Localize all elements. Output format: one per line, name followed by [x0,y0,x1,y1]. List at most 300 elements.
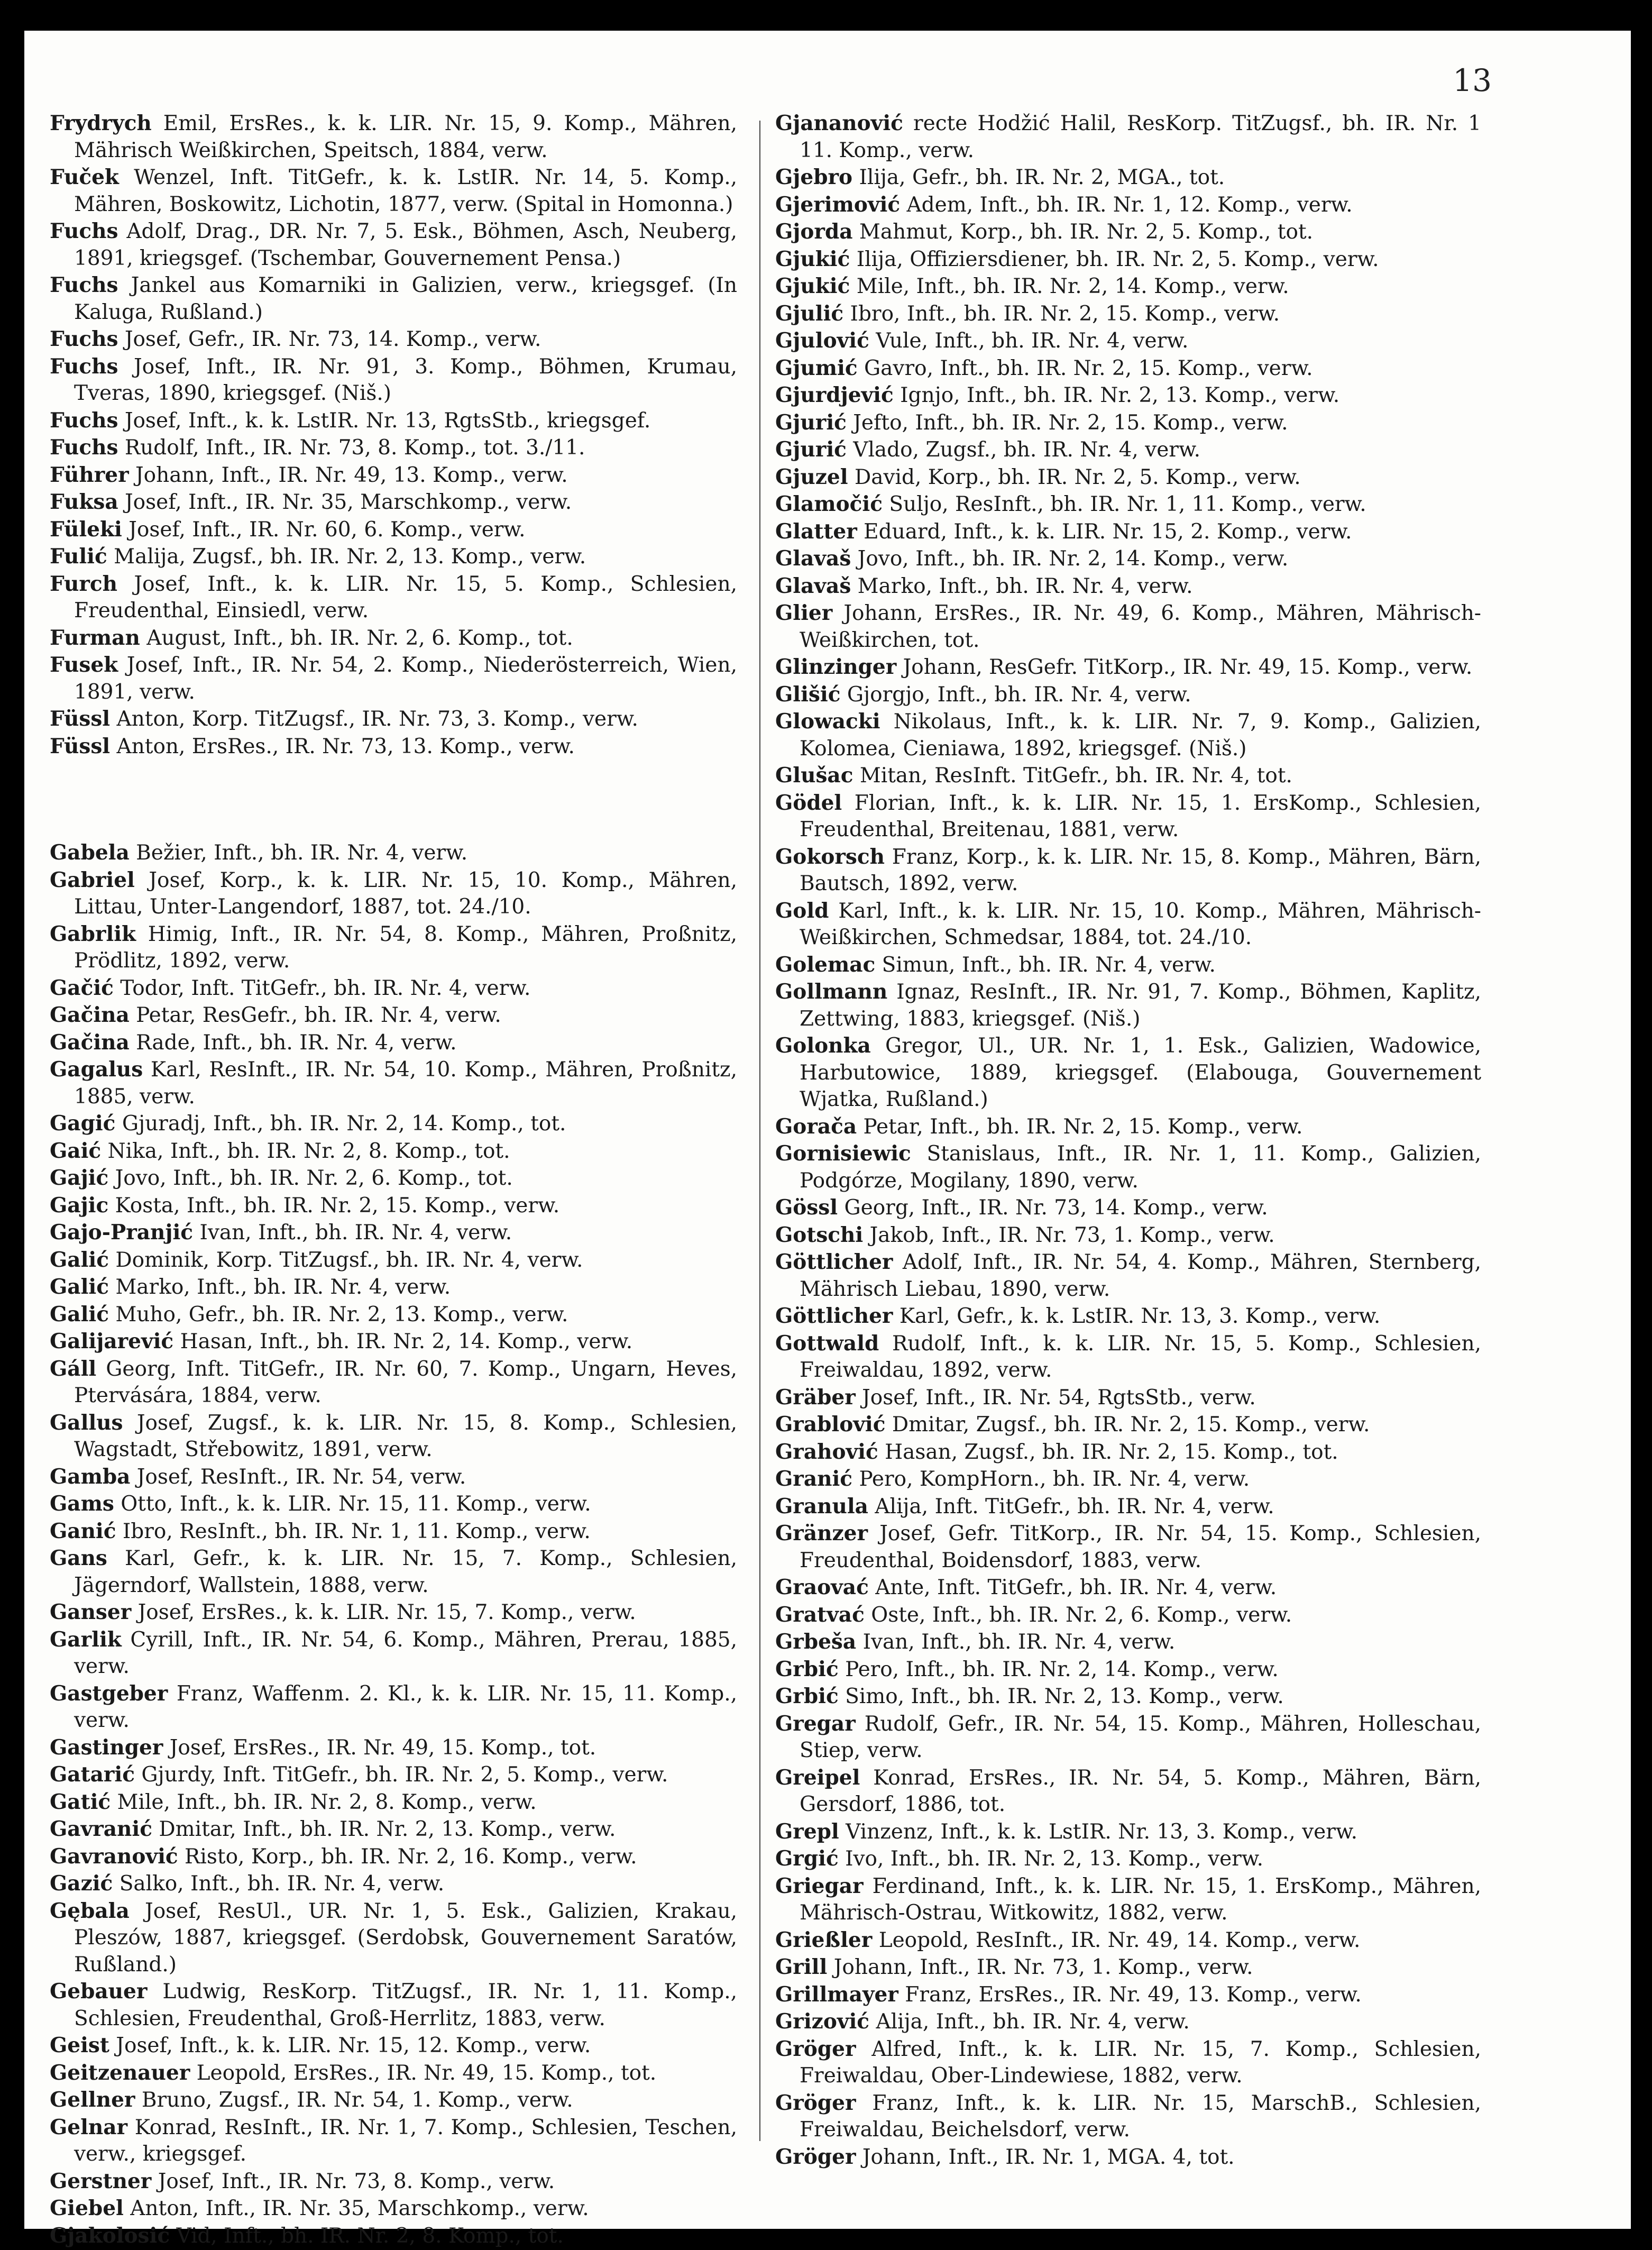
list-entry [50,1165,737,1192]
entry-details: Franz, ErsRes., IR. Nr. 49, 13. Komp., verw. [898,1982,1362,2007]
entry-details: Gjorgjo, Inft., bh. IR. Nr. 4, verw. [840,682,1191,707]
entry-surname: Gröger [775,2036,856,2061]
list-entry [50,625,737,652]
entry-details: Gjurdy, Inft. TitGefr., bh. IR. Nr. 2, 5. Komp., verw. [134,1763,668,1787]
entry-details: Bruno, Zugsf., IR. Nr. 54, 1. Komp., verw. [135,2088,573,2112]
entry-surname: Graovać [775,1575,869,1599]
entry-surname: Gornisiewic [775,1141,911,1166]
entry-details: Jakob, Inft., IR. Nr. 73, 1. Komp., verw. [863,1223,1275,1247]
list-entry [775,1954,1481,1981]
list-entry [775,1411,1481,1439]
entry-details: Vinzenz, Inft., k. k. LstIR. Nr. 13, 3. Komp., verw. [839,1819,1358,1844]
list-entry [775,654,1481,681]
list-entry [775,1818,1481,1846]
entry-surname: Gjurić [775,437,847,462]
list-entry [50,2222,737,2250]
list-entry [775,382,1481,409]
entry-surname: Furch [50,571,118,596]
entry-details: Alfred, Inft., k. k. LIR. Nr. 15, 7. Komp., Schlesien, Freiwaldau, Ober-Lindewiese, 1882, verw. [800,2037,1481,2088]
entry-surname: Galić [50,1302,109,1327]
list-entry [50,1898,737,1979]
list-entry [775,1520,1481,1574]
entry-surname: Greipel [775,1765,860,1790]
list-entry [50,2114,737,2168]
entry-surname: Garlik [50,1627,122,1652]
entry-surname: Gjulović [775,328,869,353]
entry-details: Josef, ResInft., IR. Nr. 54, verw. [130,1465,466,1489]
entry-details: Ibro, ResInft., bh. IR. Nr. 1, 11. Komp., verw. [116,1519,591,1543]
list-entry [775,1711,1481,1764]
entry-surname: Fusek [50,653,118,677]
list-entry [50,164,737,218]
list-entry [50,1680,737,1734]
entry-surname: Grießler [775,1927,873,1952]
entry-surname: Gotschi [775,1222,864,1247]
list-entry [50,1029,737,1057]
entry-surname: Gössl [775,1195,838,1220]
entry-details: Josef, ErsRes., k. k. LIR. Nr. 15, 7. Komp., verw. [131,1600,636,1624]
entry-surname: Glowacki [775,709,880,734]
list-entry [50,1870,737,1898]
list-entry [775,1602,1481,1629]
entry-surname: Glušac [775,763,853,788]
entry-surname: Granić [775,1467,853,1491]
entry-surname: Gregar [775,1711,856,1736]
list-entry [775,1330,1481,1384]
entry-details: Salko, Inft., bh. IR. Nr. 4, verw. [113,1872,445,1896]
right-column [775,110,1481,2171]
list-entry [50,2168,737,2196]
list-entry [775,844,1481,898]
entry-details: Florian, Inft., k. k. LIR. Nr. 15, 1. ErsKomp., Schlesien, Freudenthal, Breitenau, 1881, verw. [800,791,1481,842]
list-entry [50,1056,737,1110]
list-entry [50,1410,737,1464]
list-entry [775,273,1481,300]
entry-details: Jefto, Inft., bh. IR. Nr. 2, 15. Komp., verw. [846,410,1288,435]
entry-details: Josef, Inft., IR. Nr. 73, 8. Komp., verw. [151,2169,555,2193]
list-entry [50,1219,737,1247]
entry-details: Jovo, Inft., bh. IR. Nr. 2, 6. Komp., tot. [108,1166,513,1190]
entry-details: Jankel aus Komarniki in Galizien, verw., kriegsgef. (In Kaluga, Rußland.) [74,273,737,324]
entry-details: Alija, Inft. TitGefr., bh. IR. Nr. 4, verw. [868,1494,1274,1519]
entry-details: Hasan, Zugsf., bh. IR. Nr. 2, 15. Komp., tot. [878,1440,1338,1464]
list-entry [50,2060,737,2087]
list-entry [775,218,1481,246]
entry-details: Josef, ErsRes., IR. Nr. 49, 15. Komp., tot. [163,1735,596,1760]
entry-details: Franz, Korp., k. k. LIR. Nr. 15, 8. Komp., Mähren, Bärn, Bautsch, 1892, verw. [800,845,1481,895]
entry-details: Ignaz, ResInft., IR. Nr. 91, 7. Komp., Böhmen, Kaplitz, Zettwing, 1883, kriegsgef. (Niš.) [800,980,1481,1031]
entry-surname: Gellner [50,2088,135,2112]
list-entry [50,1192,737,1220]
entry-surname: Gajić [50,1166,109,1190]
list-entry [775,491,1481,518]
entry-details: Josef, Inft., IR. Nr. 54, RgtsStb., verw. [855,1385,1256,1410]
entry-surname: Gallus [50,1410,123,1435]
list-entry [775,545,1481,573]
entry-details: Ivan, Inft., bh. IR. Nr. 4, verw. [856,1630,1176,1654]
entry-details: Josef, ResUl., UR. Nr. 1, 5. Esk., Galizien, Krakau, Pleszów, 1887, kriegsgef. (Serdobsk, Gouvernement Saratów, Rußland.) [74,1899,737,1977]
list-entry [775,1764,1481,1818]
entry-surname: Gottwald [775,1331,879,1356]
list-entry [50,516,737,544]
entry-details: Simo, Inft., bh. IR. Nr. 2, 13. Komp., verw. [838,1685,1284,1708]
entry-surname: Grbić [775,1657,839,1681]
entry-details: Otto, Inft., k. k. LIR. Nr. 15, 11. Komp., verw. [114,1492,591,1516]
list-entry [775,2008,1481,2036]
list-entry [775,1927,1481,1954]
entry-details: Josef, Inft., k. k. LIR. Nr. 15, 12. Komp., verw. [109,2034,591,2057]
list-entry [50,407,737,435]
list-entry [775,762,1481,790]
list-entry [775,246,1481,273]
entry-details: Karl, Gefr., k. k. LstIR. Nr. 13, 3. Komp., verw. [893,1304,1381,1328]
entry-details: Ilija, Gefr., bh. IR. Nr. 2, MGA., tot. [852,166,1225,189]
entry-details: Johann, ErsRes., IR. Nr. 49, 6. Komp., Mähren, Mährisch-Weißkirchen, tot. [800,601,1481,652]
list-entry [50,1734,737,1762]
entry-surname: Gačina [50,1003,130,1027]
list-entry [50,1110,737,1138]
entry-surname: Füssl [50,707,111,731]
entry-details: Muho, Gefr., bh. IR. Nr. 2, 13. Komp., verw. [108,1302,568,1327]
entry-details: Ivan, Inft., bh. IR. Nr. 4, verw. [193,1221,512,1245]
list-entry [50,1843,737,1871]
entry-surname: Gjorda [775,219,853,244]
entry-surname: Füleki [50,517,122,542]
list-entry [50,867,737,921]
list-entry [775,1873,1481,1927]
entry-details: Josef, Zugsf., k. k. LIR. Nr. 15, 8. Komp., Schlesien, Wagstadt, Střebowitz, 1891, verw. [74,1411,737,1461]
list-entry [50,706,737,733]
list-entry [50,110,737,164]
entry-surname: Granula [775,1494,868,1519]
entry-surname: Gollmann [775,980,888,1004]
list-entry [50,1816,737,1843]
entry-details: Ignjo, Inft., bh. IR. Nr. 2, 13. Komp., verw. [893,383,1340,407]
entry-details: Pero, KompHorn., bh. IR. Nr. 4, verw. [852,1467,1250,1491]
entry-details: Oste, Inft., bh. IR. Nr. 2, 6. Komp., verw. [864,1603,1292,1627]
list-entry [775,978,1481,1032]
entry-surname: Glier [775,601,833,625]
entry-details: Jovo, Inft., bh. IR. Nr. 2, 14. Komp., verw. [851,547,1289,571]
list-entry [775,1249,1481,1303]
list-entry [775,1384,1481,1412]
entry-details: Ibro, Inft., bh. IR. Nr. 2, 15. Komp., verw. [843,301,1280,326]
entry-surname: Gagalus [50,1057,143,1082]
list-entry [775,2144,1481,2171]
list-entry [775,300,1481,328]
list-entry [50,1274,737,1301]
entry-details: Leopold, ResInft., IR. Nr. 49, 14. Komp., verw. [872,1928,1361,1952]
entry-details: Johann, Inft., IR. Nr. 73, 1. Komp., verw. [827,1955,1253,1979]
list-entry [50,2032,737,2060]
entry-details: Dominik, Korp. TitZugsf., bh. IR. Nr. 4, verw. [108,1248,583,1272]
entry-details: Todor, Inft. TitGefr., bh. IR. Nr. 4, verw. [113,976,531,1000]
list-entry [775,191,1481,219]
entry-details: Georg, Inft., IR. Nr. 73, 14. Komp., verw. [838,1196,1268,1220]
entry-surname: Gazić [50,1871,113,1896]
list-entry [775,1493,1481,1521]
entry-details: Hasan, Inft., bh. IR. Nr. 2, 14. Komp., verw. [173,1330,633,1353]
list-entry [775,1140,1481,1194]
list-entry [50,543,737,571]
entry-surname: Gebauer [50,1979,148,2004]
entry-details: Vule, Inft., bh. IR. Nr. 4, verw. [869,329,1189,353]
entry-details: Vlado, Zugsf., bh. IR. Nr. 4, verw. [846,438,1201,462]
entry-details: Wenzel, Inft. TitGefr., k. k. LstIR. Nr. 14, 5. Komp., Mähren, Boskowitz, Lichotin, 1877, verw. (Spital in Homonna.) [74,166,737,216]
entry-details: Malija, Zugsf., bh. IR. Nr. 2, 13. Komp., verw. [107,545,586,569]
entry-surname: Furman [50,625,140,650]
list-entry [50,489,737,516]
entry-details: Kosta, Inft., bh. IR. Nr. 2, 15. Komp., verw. [108,1193,560,1218]
entry-details: Marko, Inft., bh. IR. Nr. 4, verw. [851,574,1193,598]
list-entry [50,1247,737,1274]
entry-surname: Glavaš [775,573,851,598]
entry-surname: Geist [50,2033,109,2057]
list-entry [775,164,1481,191]
entry-surname: Göttlicher [775,1304,893,1328]
list-entry [50,1356,737,1410]
entry-surname: Fuček [50,165,119,189]
entry-surname: Fuksa [50,490,118,514]
entry-details: Gjuradj, Inft., bh. IR. Nr. 2, 14. Komp., tot. [115,1112,566,1136]
entry-details: Johann, Inft., IR. Nr. 1, MGA. 4, tot. [856,2145,1235,2169]
list-entry [50,326,737,353]
entry-surname: Fuchs [50,408,118,433]
list-entry [50,272,737,326]
list-entry [50,1626,737,1680]
list-entry [50,218,737,272]
left-column [50,110,737,2249]
entry-surname: Führer [50,462,129,487]
entry-details: Ante, Inft. TitGefr., bh. IR. Nr. 4, verw. [868,1576,1277,1599]
list-entry [50,1138,737,1165]
list-entry [50,1978,737,2032]
entry-surname: Füssl [50,734,111,758]
list-entry [50,434,737,462]
entry-surname: Fuchs [50,435,118,460]
entry-details: Nika, Inft., bh. IR. Nr. 2, 8. Komp., tot. [101,1139,510,1163]
entry-surname: Gastgeber [50,1681,168,1706]
entry-details: Anton, Inft., IR. Nr. 35, Marschkomp., verw. [123,2197,589,2220]
entry-details: Suljo, ResInft., bh. IR. Nr. 1, 11. Komp., verw. [882,492,1366,516]
entry-details: Mile, Inft., bh. IR. Nr. 2, 14. Komp., verw. [850,275,1289,298]
list-entry [775,1656,1481,1684]
list-entry [50,652,737,706]
list-entry [775,1466,1481,1493]
entry-surname: Gajo-Pranjić [50,1220,194,1245]
entry-details: Karl, Inft., k. k. LIR. Nr. 15, 10. Komp., Mähren, Mährisch-Weißkirchen, Schmedsar, 1884, tot. 24./10. [800,899,1481,949]
entry-details: Anton, Korp. TitZugsf., IR. Nr. 73, 3. Komp., verw. [110,707,638,731]
entry-surname: Gjuzel [775,464,848,489]
entry-details: Josef, Gefr. TitKorp., IR. Nr. 54, 15. Komp., Schlesien, Freudenthal, Boidensdorf, 1883, verw. [800,1522,1481,1572]
entry-surname: Glatter [775,519,857,544]
entry-surname: Glavaš [775,546,851,571]
entry-surname: Gębala [50,1898,130,1923]
entry-surname: Gorača [775,1114,857,1139]
entry-details: Petar, ResGefr., bh. IR. Nr. 4, verw. [129,1003,501,1027]
list-entry [775,1629,1481,1656]
entry-details: Franz, Waffenm. 2. Kl., k. k. LIR. Nr. 15, 11. Komp., verw. [74,1681,737,1732]
list-entry [50,1002,737,1029]
entry-details: Josef, Inft., IR. Nr. 60, 6. Komp., verw. [122,517,526,542]
entry-details: Georg, Inft. TitGefr., IR. Nr. 60, 7. Komp., Ungarn, Heves, Ptervására, 1884, verw. [74,1357,737,1407]
entry-surname: Grepl [775,1819,839,1844]
entry-details: recte Hodžić Halil, ResKorp. TitZugsf., bh. IR. Nr. 1 11. Komp., verw. [800,112,1481,162]
entry-surname: Gjulić [775,301,844,326]
entry-details: Risto, Korp., bh. IR. Nr. 2, 16. Komp., verw. [178,1844,637,1869]
entry-details: Adolf, Inft., IR. Nr. 54, 4. Komp., Mähren, Sternberg, Mährisch Liebau, 1890, verw. [800,1250,1481,1301]
list-entry [775,1683,1481,1711]
entry-surname: Golonka [775,1033,871,1058]
entry-details: Ludwig, ResKorp. TitZugsf., IR. Nr. 1, 11. Komp., Schlesien, Freudenthal, Groß-Herrlitz, 1883, verw. [74,1980,737,2031]
entry-details: Gavro, Inft., bh. IR. Nr. 2, 15. Komp., verw. [857,356,1313,380]
entry-details: Karl, Gefr., k. k. LIR. Nr. 15, 7. Komp., Schlesien, Jägerndorf, Wallstein, 1888, verw. [74,1547,737,1597]
list-entry [775,2090,1481,2144]
entry-details: Alija, Inft., bh. IR. Nr. 4, verw. [869,2010,1190,2034]
entry-surname: Göttlicher [775,1250,893,1274]
entry-details: Josef, Korp., k. k. LIR. Nr. 15, 10. Komp., Mähren, Littau, Unter-Langendorf, 1887, tot. 24./10. [74,868,737,919]
entry-details: Johann, Inft., IR. Nr. 49, 13. Komp., verw. [129,463,568,487]
list-entry [50,1545,737,1599]
entry-surname: Gagić [50,1111,116,1136]
list-entry [775,409,1481,437]
entry-details: Bežier, Inft., bh. IR. Nr. 4, verw. [129,841,468,865]
list-entry [775,327,1481,355]
entry-details: Mile, Inft., bh. IR. Nr. 2, 8. Komp., verw. [111,1790,537,1814]
entry-details: Adolf, Drag., DR. Nr. 7, 5. Esk., Böhmen, Asch, Neuberg, 1891, kriegsgef. (Tschembar, Gouvernement Pensa.) [74,219,737,270]
entry-surname: Gatić [50,1789,111,1814]
entry-details: Vid, Inft., bh. IR. Nr. 2, 8. Komp., tot. [170,2224,564,2248]
list-entry [775,573,1481,600]
entry-surname: Gjerimović [775,192,901,217]
entry-surname: Gold [775,898,829,923]
entry-details: Karl, ResInft., IR. Nr. 54, 10. Komp., Mähren, Proßnitz, 1885, verw. [74,1058,737,1109]
entry-surname: Grbeša [775,1630,857,1654]
entry-details: Marko, Inft., bh. IR. Nr. 4, verw. [108,1275,451,1299]
entry-details: Anton, ErsRes., IR. Nr. 73, 13. Komp., verw. [110,734,575,758]
entry-details: Adem, Inft., bh. IR. Nr. 1, 12. Komp., verw. [900,193,1353,217]
list-entry [50,839,737,867]
list-entry [50,733,737,761]
entry-details: Mahmut, Korp., bh. IR. Nr. 2, 5. Komp., tot. [852,220,1314,244]
entry-surname: Gabela [50,840,130,865]
entry-surname: Gjananović [775,111,903,135]
entry-surname: Galić [50,1247,109,1272]
entry-surname: Frydrych [50,111,152,135]
entry-surname: Gjakolosić [50,2223,170,2248]
list-entry [50,1789,737,1816]
entry-surname: Gáll [50,1356,97,1381]
entry-details: Konrad, ResInft., IR. Nr. 1, 7. Komp., Schlesien, Teschen, verw., kriegsgef. [74,2115,737,2166]
list-entry [775,708,1481,762]
entry-details: Ferdinand, Inft., k. k. LIR. Nr. 15, 1. ErsKomp., Mähren, Mährisch-Ostrau, Witkowitz, 1882, verw. [800,1874,1481,1925]
entry-surname: Gerstner [50,2169,152,2193]
entry-surname: Golemac [775,952,876,977]
entry-details: Josef, Inft., IR. Nr. 91, 3. Komp., Böhmen, Krumau, Tveras, 1890, kriegsgef. (Niš.) [74,354,737,405]
entry-surname: Gokorsch [775,844,885,869]
entry-details: Eduard, Inft., k. k. LIR. Nr. 15, 2. Komp., verw. [857,519,1352,544]
list-entry [775,952,1481,979]
entry-details: Johann, ResGefr. TitKorp., IR. Nr. 49, 15. Komp., verw. [896,655,1473,679]
entry-surname: Gjurdjević [775,383,894,407]
entry-surname: Gams [50,1492,114,1516]
entry-surname: Geitzenauer [50,2060,190,2085]
list-entry [50,1490,737,1518]
entry-surname: Gastinger [50,1735,163,1760]
entry-surname: Grgić [775,1846,839,1871]
list-entry [775,110,1481,164]
list-entry [775,518,1481,546]
list-entry [50,1599,737,1626]
entry-details: Rudolf, Inft., IR. Nr. 73, 8. Komp., tot. 3./11. [118,436,585,460]
list-entry [50,1761,737,1789]
entry-details: Dmitar, Zugsf., bh. IR. Nr. 2, 15. Komp., verw. [885,1413,1370,1437]
entry-surname: Gabriel [50,867,135,892]
entry-surname: Gaić [50,1138,102,1163]
entry-details: Himig, Inft., IR. Nr. 54, 8. Komp., Mähren, Proßnitz, Prödlitz, 1892, verw. [74,922,737,973]
entry-details: Josef, Inft., IR. Nr. 35, Marschkomp., verw. [118,490,572,514]
list-entry [50,921,737,975]
entry-surname: Gräber [775,1385,856,1410]
entry-surname: Griegar [775,1873,864,1898]
entry-details: Leopold, ErsRes., IR. Nr. 49, 15. Komp., tot. [190,2061,657,2085]
list-entry [775,898,1481,952]
entry-surname: Glamočić [775,492,883,516]
list-entry [775,436,1481,464]
section-gap [50,760,737,839]
list-entry [775,1981,1481,2009]
list-entry [775,1574,1481,1602]
entry-surname: Ganić [50,1519,116,1543]
list-entry [775,355,1481,382]
entry-surname: Gröger [775,2144,856,2169]
list-entry [775,1194,1481,1222]
list-entry [775,1845,1481,1873]
entry-surname: Gajic [50,1193,109,1218]
entry-details: David, Korp., bh. IR. Nr. 2, 5. Komp., verw. [848,465,1301,489]
list-entry [775,681,1481,709]
list-entry [50,975,737,1002]
entry-surname: Giebel [50,2196,124,2220]
list-entry [775,1439,1481,1466]
entry-surname: Gačić [50,975,114,1000]
entry-surname: Gabrlik [50,921,136,946]
list-entry [50,571,737,625]
entry-details: Simun, Inft., bh. IR. Nr. 4, verw. [875,953,1216,977]
entry-details: Cyrill, Inft., IR. Nr. 54, 6. Komp., Mähren, Prerau, 1885, verw. [74,1627,737,1678]
entry-surname: Grablović [775,1412,886,1437]
list-entry [50,1518,737,1545]
entry-surname: Gans [50,1546,107,1570]
entry-details: Franz, Inft., k. k. LIR. Nr. 15, MarschB., Schlesien, Freiwaldau, Beichelsdorf, verw. [800,2091,1481,2142]
entry-surname: Glinzinger [775,655,897,679]
entry-surname: Gačina [50,1030,130,1055]
entry-surname: Gränzer [775,1521,868,1545]
entry-surname: Gjebro [775,165,853,189]
entry-surname: Grbić [775,1684,839,1708]
entry-surname: Ganser [50,1600,132,1624]
entry-surname: Gratvać [775,1602,865,1627]
entry-details: Nikolaus, Inft., k. k. LIR. Nr. 7, 9. Komp., Galizien, Kolomea, Cieniawa, 1892, kriegsgef. (Niš.) [800,710,1481,761]
entry-details: Stanislaus, Inft., IR. Nr. 1, 11. Komp., Galizien, Podgórze, Mogilany, 1890, verw. [800,1142,1481,1193]
entry-details: Konrad, ErsRes., IR. Nr. 54, 5. Komp., Mähren, Bärn, Gersdorf, 1886, tot. [800,1766,1481,1816]
entry-surname: Fuchs [50,327,118,351]
entry-surname: Gamba [50,1464,131,1489]
list-entry [50,2195,737,2222]
entry-details: Petar, Inft., bh. IR. Nr. 2, 15. Komp., verw. [857,1114,1303,1139]
column-divider [759,121,760,2141]
entry-surname: Gröger [775,2090,856,2115]
